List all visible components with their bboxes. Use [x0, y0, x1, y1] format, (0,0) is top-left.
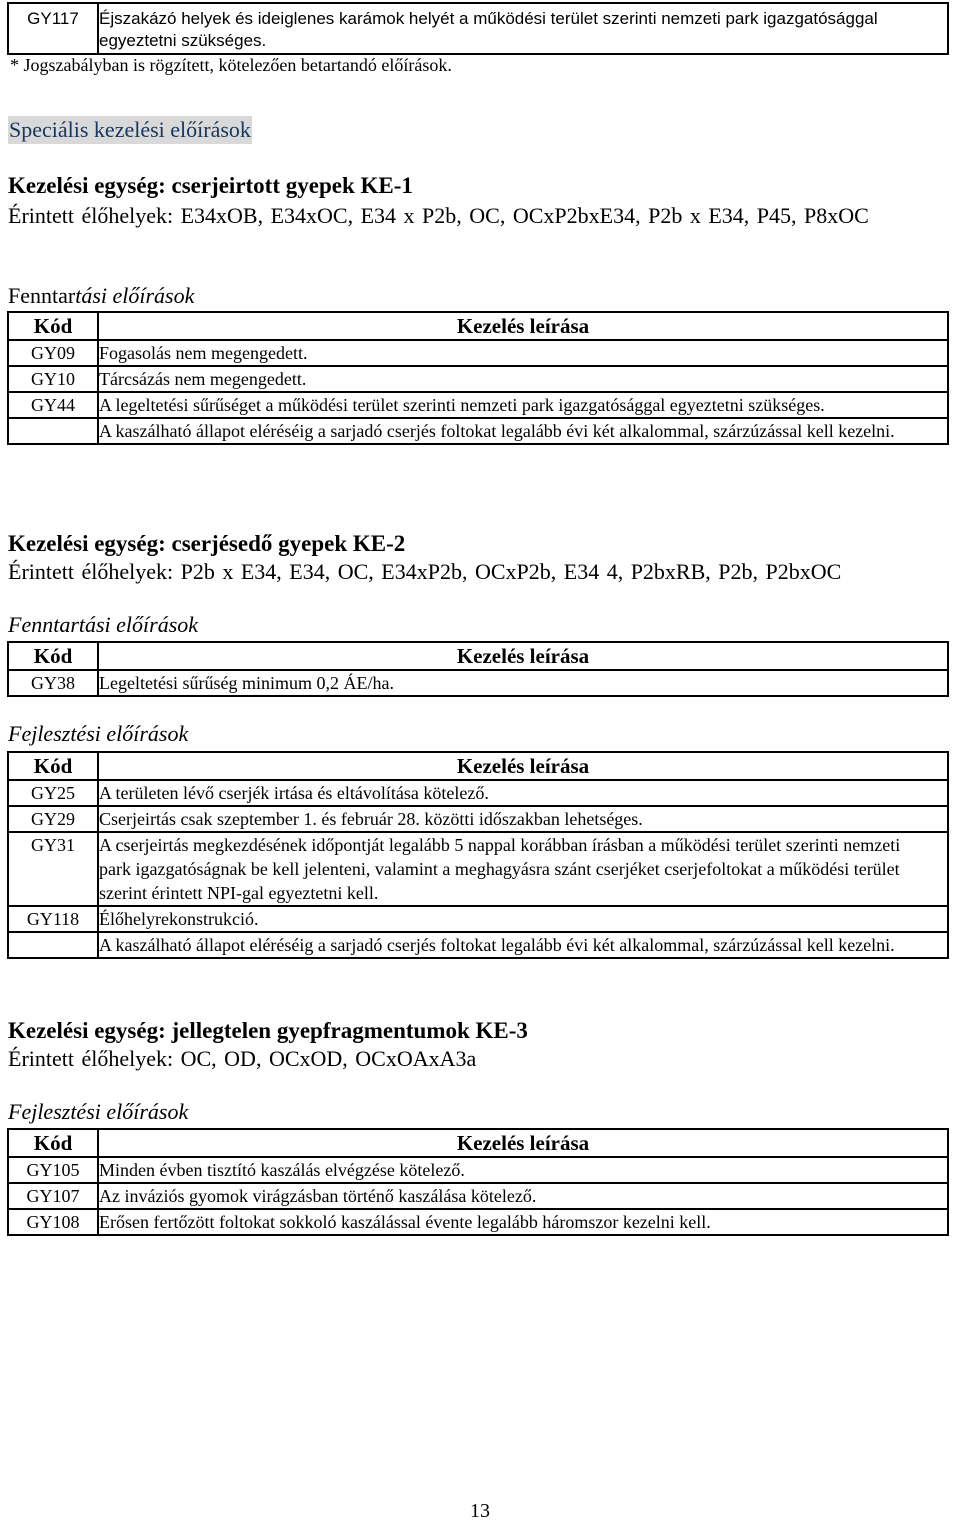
row-desc: Fogasolás nem megengedett.	[98, 340, 948, 366]
ke3-dev-text: Fejlesztési előírások	[8, 1099, 189, 1124]
header-desc: Kezelés leírása	[98, 312, 948, 340]
table-row	[8, 1183, 948, 1209]
ke2-dev-title	[8, 720, 188, 748]
ke1-table	[7, 311, 949, 445]
table-header	[8, 752, 948, 780]
table-row	[8, 3, 948, 54]
row-code	[8, 418, 98, 444]
ke2-dev-text: Fejlesztési előírások	[8, 721, 189, 746]
table-row	[8, 906, 948, 932]
row-code: GY108	[8, 1209, 98, 1235]
ke1-habitats: Érintett élőhelyek: E34xOB, E34xOC, E34 x P2b, OC, OCxP2bxE34, P2b x E34, P45, P8xOC	[8, 203, 869, 228]
row-desc: A területen lévő cserjék irtása és eltávolítása kötelező.	[98, 780, 948, 806]
row-desc: Tárcsázás nem megengedett.	[98, 366, 948, 392]
table-row	[8, 1209, 948, 1235]
row-code: GY10	[8, 366, 98, 392]
row-desc: Erősen fertőzött foltokat sokkoló kaszálással évente legalább háromszor kezelni kell.	[98, 1209, 948, 1235]
table-row	[8, 340, 948, 366]
row-code: GY107	[8, 1183, 98, 1209]
row-code: GY118	[8, 906, 98, 932]
ke1-title: Kezelési egység: cserjeirtott gyepek KE-1	[8, 173, 413, 198]
row-desc: Az inváziós gyomok virágzásban történő kaszálása kötelező.	[98, 1183, 948, 1209]
row-desc: Cserjeirtás csak szeptember 1. és február 28. közötti időszakban lehetséges.	[98, 806, 948, 832]
ke2-habitats: Érintett élőhelyek: P2b x E34, E34, OC, E34xP2b, OCxP2b, E34 4, P2bxRB, P2b, P2bxOC	[8, 559, 842, 584]
footnote: * Jogszabályban is rögzített, kötelezően betartandó előírások.	[10, 55, 452, 75]
table-row	[8, 392, 948, 418]
header-desc: Kezelés leírása	[98, 752, 948, 780]
top-table	[7, 2, 949, 55]
row-desc: A legeltetési sűrűséget a működési terület szerinti nemzeti park igazgatósággal egyeztetni szükséges.	[98, 392, 948, 418]
row-code	[8, 932, 98, 958]
header-code: Kód	[8, 1129, 98, 1157]
ke3-title: Kezelési egység: jellegtelen gyepfragmentumok KE-3	[8, 1018, 528, 1043]
row-code: GY09	[8, 340, 98, 366]
row-code: GY117	[8, 3, 98, 54]
ke3-dev-title	[8, 1098, 188, 1126]
row-code: GY44	[8, 392, 98, 418]
row-desc: Legeltetési sűrűség minimum 0,2 ÁE/ha.	[98, 670, 948, 696]
ke1-maint-prefix: Fenntar	[8, 283, 76, 308]
header-code: Kód	[8, 752, 98, 780]
row-code: GY38	[8, 670, 98, 696]
row-desc: Éjszakázó helyek és ideiglenes karámok helyét a működési terület szerinti nemzeti park igazgatósággal egyeztetni szükséges.	[98, 3, 948, 54]
ke2-maint-table	[7, 641, 949, 697]
table-row	[8, 670, 948, 696]
table-row	[8, 832, 948, 906]
row-code: GY31	[8, 832, 98, 906]
table-row	[8, 1157, 948, 1183]
table-row	[8, 366, 948, 392]
ke2-title: Kezelési egység: cserjésedő gyepek KE-2	[8, 531, 406, 556]
special-section-title: Speciális kezelési előírások	[9, 117, 251, 142]
row-code: GY105	[8, 1157, 98, 1183]
row-desc: A kaszálható állapot eléréséig a sarjadó cserjés foltokat legalább évi két alkalommal, szárzúzással kell kezelni.	[98, 932, 948, 958]
ke2-dev-table	[7, 751, 949, 959]
row-desc: Élőhelyrekonstrukció.	[98, 906, 948, 932]
row-code: GY29	[8, 806, 98, 832]
row-code: GY25	[8, 780, 98, 806]
header-code: Kód	[8, 312, 98, 340]
ke3-habitats: Érintett élőhelyek: OC, OD, OCxOD, OCxOAxA3a	[8, 1046, 477, 1071]
ke3-dev-table	[7, 1128, 949, 1236]
ke1-maint-rest: tási előírások	[75, 283, 195, 308]
header-desc: Kezelés leírása	[98, 1129, 948, 1157]
table-row	[8, 932, 948, 958]
header-code: Kód	[8, 642, 98, 670]
row-desc: A kaszálható állapot eléréséig a sarjadó cserjés foltokat legalább évi két alkalommal, szárzúzással kell kezelni.	[98, 418, 948, 444]
row-desc: A cserjeirtás megkezdésének időpontját legalább 5 nappal korábban írásban a működési terület szerinti nemzeti park igazgatóságnak be kell jelenteni, valamint a meghagyásra szánt cserjéket cserjefoltokat a működési terület szerint érintett NPI-gal egyeztetni kell.	[98, 832, 948, 906]
table-header	[8, 642, 948, 670]
page-number: 13	[470, 1500, 490, 1522]
ke1-maint-title	[8, 282, 194, 310]
table-row	[8, 806, 948, 832]
ke2-maint-text: Fenntartási előírások	[8, 612, 199, 637]
header-desc: Kezelés leírása	[98, 642, 948, 670]
table-row	[8, 780, 948, 806]
table-row	[8, 418, 948, 444]
table-header	[8, 312, 948, 340]
ke2-maint-title	[8, 611, 198, 639]
table-header	[8, 1129, 948, 1157]
row-desc: Minden évben tisztító kaszálás elvégzése kötelező.	[98, 1157, 948, 1183]
